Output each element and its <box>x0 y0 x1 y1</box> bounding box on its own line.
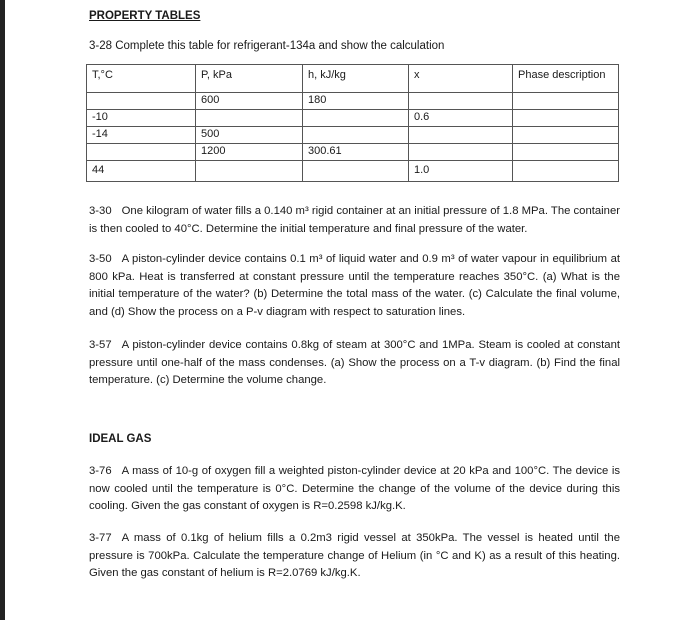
header-cell: h, kJ/kg <box>303 65 409 93</box>
cell <box>513 161 619 182</box>
cell: 180 <box>303 93 409 110</box>
table-row <box>87 127 619 144</box>
problem-text: A piston-cylinder device contains 0.8kg of steam at 300°C and 1MPa. Steam is cooled at constant pressure until one-half of the mass condenses. (a) Show the process on a T-v diagram. (b) Find the final temperature. (c) Determine the volume change. <box>89 339 620 386</box>
problem-3-57 <box>89 337 620 390</box>
cell: 0.6 <box>409 110 513 127</box>
cell <box>513 144 619 161</box>
problem-number: 3-76 <box>89 465 112 477</box>
cell <box>513 127 619 144</box>
table-row <box>87 110 619 127</box>
cell: 500 <box>196 127 303 144</box>
header-cell: x <box>409 65 513 93</box>
r134a-table <box>86 64 619 182</box>
problem-3-30 <box>89 203 620 238</box>
cell <box>409 144 513 161</box>
cell <box>513 110 619 127</box>
table-row <box>87 93 619 110</box>
header-cell: Phase description <box>513 65 619 93</box>
cell: 44 <box>87 161 196 182</box>
problem-number: 3-50 <box>89 253 112 265</box>
table-header-row <box>87 65 619 93</box>
problem-text: One kilogram of water fills a 0.140 m³ rigid container at an initial pressure of 1.8 MPa. The container is then cooled to 40°C. Determine the initial temperature and final pressure of the water. <box>89 205 620 235</box>
problem-3-50 <box>89 251 620 321</box>
cell <box>87 93 196 110</box>
problem-text: A mass of 0.1kg of helium fills a 0.2m3 rigid vessel at 350kPa. The vessel is heated until the pressure is 700kPa. Calculate the temperature change of Helium (in °C and K) as a result of this heating. Given the gas constant of helium is R=2.0769 kJ/kg.K. <box>89 532 620 579</box>
cell <box>303 161 409 182</box>
cell <box>409 127 513 144</box>
cell <box>196 110 303 127</box>
header-cell: T,°C <box>87 65 196 93</box>
cell <box>513 93 619 110</box>
problem-number: 3-30 <box>89 205 112 217</box>
question-3-28: 3-28 Complete this table for refrigerant-134a and show the calculation <box>89 40 445 52</box>
problem-3-77 <box>89 530 620 583</box>
problem-text: A mass of 10-g of oxygen fill a weighted piston-cylinder device at 20 kPa and 100°C. The device is now cooled until the temperature is 0°C. Determine the change of the volume of the device during this cooling. Given the gas constant of oxygen is R=0.2598 kJ/kg.K. <box>89 465 620 512</box>
cell <box>409 93 513 110</box>
problem-text: A piston-cylinder device contains 0.1 m³ of liquid water and 0.9 m³ of water vapour in equilibrium at 800 kPa. Heat is transferred at constant pressure until the temperature reaches 350°C. (a) What is the initial temperature of the water? (b) Determine the total mass of the water. (c) Calculate the final volume, and (d) Show the process on a P-v diagram with respect to saturation lines. <box>89 253 620 318</box>
cell <box>196 161 303 182</box>
section-title-ideal-gas: IDEAL GAS <box>89 433 152 445</box>
cell <box>303 127 409 144</box>
cell: 600 <box>196 93 303 110</box>
cell: 300.61 <box>303 144 409 161</box>
header-cell: P, kPa <box>196 65 303 93</box>
cell: -14 <box>87 127 196 144</box>
cell <box>303 110 409 127</box>
cell <box>87 144 196 161</box>
table-row <box>87 161 619 182</box>
cell: 1.0 <box>409 161 513 182</box>
cell: 1200 <box>196 144 303 161</box>
problem-3-76 <box>89 463 620 516</box>
page-edge <box>0 0 5 620</box>
problem-number: 3-77 <box>89 532 112 544</box>
problem-number: 3-57 <box>89 339 112 351</box>
section-title-property-tables: PROPERTY TABLES <box>89 10 201 22</box>
table-row <box>87 144 619 161</box>
cell: -10 <box>87 110 196 127</box>
